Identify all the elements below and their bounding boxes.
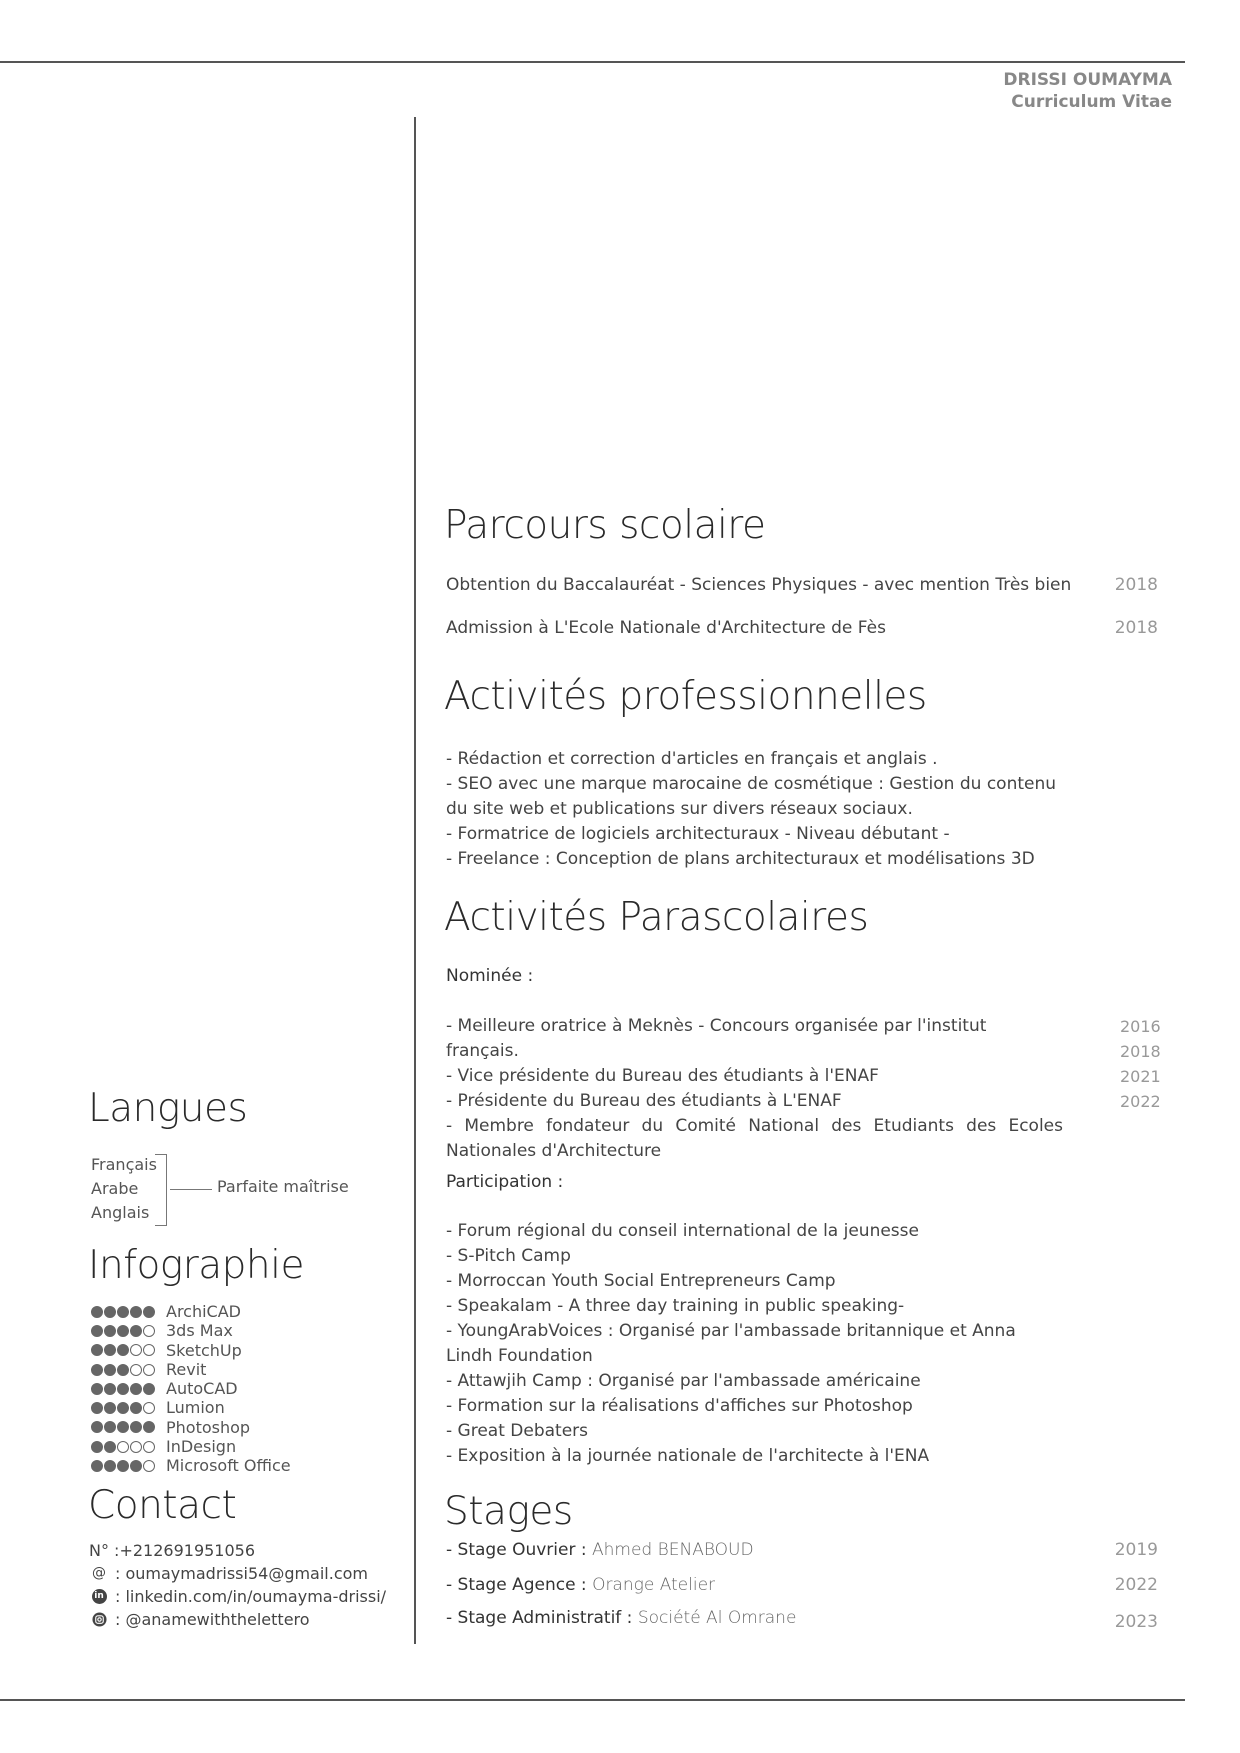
skill-name: AutoCAD	[166, 1379, 238, 1399]
participation-item: - Formation sur la réalisations d'affiches sur Photoshop	[446, 1396, 913, 1416]
parcours-item	[446, 618, 1158, 638]
rating-dot-filled	[104, 1402, 116, 1414]
participation-item: - Great Debaters	[446, 1421, 589, 1441]
rating-dot-filled	[117, 1421, 129, 1433]
skill-name: Microsoft Office	[166, 1456, 291, 1476]
linkedin-icon: in	[89, 1589, 109, 1604]
rating-dot-filled	[117, 1402, 129, 1414]
rating-dot-filled	[130, 1306, 142, 1318]
skill-row	[91, 1302, 291, 1321]
rating-dot-empty	[143, 1364, 155, 1376]
rating-dot-filled	[117, 1364, 129, 1376]
skill-rating	[91, 1460, 166, 1472]
rating-dot-empty	[143, 1460, 155, 1472]
cv-owner-name: DRISSI OUMAYMA	[1003, 70, 1172, 90]
stage-item	[446, 1540, 1158, 1560]
skill-row	[91, 1341, 291, 1360]
skill-name: 3ds Max	[166, 1321, 233, 1341]
participation-item: - YoungArabVoices : Organisé par l'ambassade britannique et Anna Lindh Foundation	[446, 1321, 1016, 1366]
nominee-list	[446, 1014, 1063, 1164]
skill-row	[91, 1321, 291, 1340]
rating-dot-filled	[143, 1306, 155, 1318]
skills-list	[91, 1302, 291, 1476]
rating-dot-filled	[143, 1383, 155, 1395]
stages-heading: Stages	[444, 1489, 573, 1534]
skill-name: Lumion	[166, 1398, 225, 1418]
at-icon: @	[92, 1565, 106, 1581]
stage-item	[446, 1575, 1158, 1595]
rating-dot-filled	[117, 1344, 129, 1356]
nominee-item: - Présidente du Bureau des étudiants à L'ENAF	[446, 1091, 842, 1111]
rating-dot-filled	[143, 1421, 155, 1433]
pro-line: - SEO avec une marque marocaine de cosmétique : Gestion du contenu du site web et publications sur divers réseaux sociaux.	[446, 774, 1057, 819]
linkedin-url[interactable]: : linkedin.com/in/oumayma-drissi/	[115, 1587, 387, 1606]
rating-dot-filled	[104, 1325, 116, 1337]
rating-dot-filled	[91, 1383, 103, 1395]
rating-dot-filled	[104, 1344, 116, 1356]
stage-item	[446, 1608, 1158, 1632]
rating-dot-filled	[91, 1344, 103, 1356]
skill-name: Revit	[166, 1359, 207, 1379]
nominee-label: Nominée :	[446, 966, 534, 986]
instagram-icon	[89, 1612, 109, 1627]
nominee-item: - Meilleure oratrice à Meknès - Concours organisée par l'institut français.	[446, 1016, 987, 1061]
rating-dot-empty	[143, 1344, 155, 1356]
rating-dot-filled	[104, 1421, 116, 1433]
pro-line: - Rédaction et correction d'articles en français et anglais .	[446, 749, 938, 769]
skill-rating	[91, 1325, 166, 1337]
skill-rating	[91, 1383, 166, 1395]
participation-item: - Attawjih Camp : Organisé par l'ambassade américaine	[446, 1371, 921, 1391]
rating-dot-filled	[104, 1460, 116, 1472]
rating-dot-filled	[130, 1325, 142, 1337]
langues-level: Parfaite maîtrise	[217, 1177, 349, 1196]
stage-label: - Stage Administratif :	[446, 1608, 638, 1628]
rating-dot-filled	[117, 1383, 129, 1395]
participation-item: - Speakalam - A three day training in public speaking-	[446, 1296, 905, 1316]
stage-label: - Stage Agence :	[446, 1575, 593, 1595]
langues-connector	[170, 1189, 212, 1190]
contact-email[interactable]	[89, 1562, 386, 1585]
nominee-item: - Membre fondateur du Comité National des Etudiants des Ecoles Nationales d'Architecture	[446, 1116, 1063, 1161]
language-item: Français	[91, 1155, 157, 1174]
langues-list	[91, 1153, 157, 1225]
skill-name: SketchUp	[166, 1340, 242, 1360]
contact-linkedin[interactable]	[89, 1585, 386, 1608]
stage-value: Société Al Omrane	[637, 1608, 797, 1628]
pro-heading: Activités professionnelles	[444, 674, 927, 719]
language-item: Arabe	[91, 1179, 139, 1198]
contact-instagram[interactable]	[89, 1608, 386, 1631]
rating-dot-filled	[91, 1364, 103, 1376]
column-divider	[414, 117, 416, 1644]
stage-year: 2023	[1114, 1612, 1158, 1632]
contact-heading: Contact	[88, 1483, 237, 1528]
pro-list	[446, 747, 1063, 872]
rating-dot-filled	[130, 1421, 142, 1433]
parcours-year: 2018	[1114, 618, 1158, 638]
skill-row	[91, 1456, 291, 1475]
skill-rating	[91, 1364, 166, 1376]
rating-dot-filled	[91, 1306, 103, 1318]
langues-bracket	[155, 1154, 167, 1226]
skill-row	[91, 1360, 291, 1379]
nominee-year: 2018	[1120, 1042, 1161, 1061]
participation-item: - S-Pitch Camp	[446, 1246, 571, 1266]
nominee-years	[1120, 1014, 1161, 1114]
rating-dot-empty	[143, 1441, 155, 1453]
skill-name: InDesign	[166, 1437, 237, 1457]
parcours-text: Obtention du Baccalauréat - Sciences Physiques - avec mention Très bien	[446, 575, 1072, 595]
infographie-heading: Infographie	[88, 1243, 304, 1288]
nominee-year: 2016	[1120, 1017, 1161, 1036]
rating-dot-empty	[143, 1325, 155, 1337]
skill-rating	[91, 1441, 166, 1453]
stage-value: Ahmed BENABOUD	[591, 1540, 754, 1560]
top-rule	[0, 61, 1185, 63]
contact-list	[89, 1539, 386, 1631]
skill-row	[91, 1418, 291, 1437]
rating-dot-empty	[143, 1402, 155, 1414]
rating-dot-empty	[117, 1441, 129, 1453]
phone-number: +212691951056	[119, 1541, 256, 1560]
phone-prefix: N° :	[89, 1541, 120, 1560]
participation-label: Participation :	[446, 1172, 564, 1192]
instagram-handle[interactable]: : @anamewiththelettero	[115, 1610, 310, 1629]
pro-line: - Formatrice de logiciels architecturaux - Niveau débutant -	[446, 824, 950, 844]
para-heading: Activités Parascolaires	[444, 895, 869, 940]
rating-dot-filled	[104, 1364, 116, 1376]
stage-year: 2019	[1114, 1540, 1158, 1560]
language-item: Anglais	[91, 1203, 150, 1222]
langues-heading: Langues	[88, 1086, 248, 1131]
rating-dot-filled	[130, 1402, 142, 1414]
skill-row	[91, 1437, 291, 1456]
email-address[interactable]: : oumaymadrissi54@gmail.com	[115, 1564, 369, 1583]
participation-item: - Exposition à la journée nationale de l'architecte à l'ENA	[446, 1446, 930, 1466]
participation-item: - Morroccan Youth Social Entrepreneurs Camp	[446, 1271, 836, 1291]
rating-dot-filled	[91, 1421, 103, 1433]
bottom-rule	[0, 1699, 1185, 1701]
nominee-item: - Vice présidente du Bureau des étudiants à l'ENAF	[446, 1066, 879, 1086]
parcours-item	[446, 575, 1158, 595]
stage-year: 2022	[1114, 1575, 1158, 1595]
parcours-heading: Parcours scolaire	[444, 503, 766, 548]
skill-row	[91, 1379, 291, 1398]
rating-dot-filled	[91, 1402, 103, 1414]
rating-dot-filled	[104, 1383, 116, 1395]
skill-rating	[91, 1344, 166, 1356]
rating-dot-filled	[117, 1306, 129, 1318]
rating-dot-empty	[130, 1344, 142, 1356]
contact-phone	[89, 1539, 386, 1562]
parcours-year: 2018	[1114, 575, 1158, 595]
pro-line: - Freelance : Conception de plans architecturaux et modélisations 3D	[446, 849, 1035, 869]
rating-dot-filled	[117, 1460, 129, 1472]
nominee-year: 2022	[1120, 1092, 1161, 1111]
participation-item: - Forum régional du conseil international de la jeunesse	[446, 1221, 919, 1241]
nominee-year: 2021	[1120, 1067, 1161, 1086]
skill-rating	[91, 1421, 166, 1433]
rating-dot-empty	[130, 1364, 142, 1376]
rating-dot-filled	[130, 1383, 142, 1395]
participation-list	[446, 1219, 1063, 1469]
skill-name: Photoshop	[166, 1417, 251, 1437]
rating-dot-filled	[117, 1325, 129, 1337]
rating-dot-filled	[91, 1460, 103, 1472]
rating-dot-filled	[91, 1441, 103, 1453]
skill-row	[91, 1398, 291, 1417]
stage-value: Orange Atelier	[592, 1575, 716, 1595]
rating-dot-filled	[91, 1325, 103, 1337]
rating-dot-filled	[130, 1460, 142, 1472]
stage-label: - Stage Ouvrier :	[446, 1540, 592, 1560]
rating-dot-filled	[104, 1306, 116, 1318]
skill-rating	[91, 1306, 166, 1318]
skill-rating	[91, 1402, 166, 1414]
cv-subtitle: Curriculum Vitae	[1011, 92, 1172, 112]
rating-dot-filled	[104, 1441, 116, 1453]
parcours-text: Admission à L'Ecole Nationale d'Architecture de Fès	[446, 618, 886, 638]
skill-name: ArchiCAD	[166, 1302, 241, 1321]
rating-dot-empty	[130, 1441, 142, 1453]
